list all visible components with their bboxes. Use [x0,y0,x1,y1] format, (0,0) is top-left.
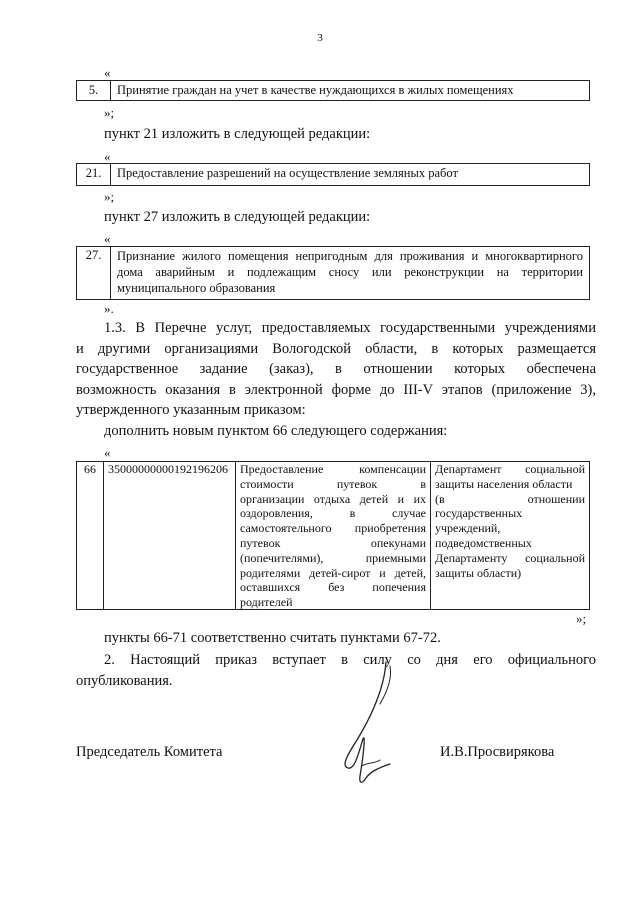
p27-intro: пункт 27 изложить в следующей редакции: [104,209,371,225]
row-66-number: 66 [77,462,104,609]
row-66-desc-line: оставшихся без попечения [240,580,426,595]
row-5-number: 5. [77,81,111,100]
quote-close: »; [104,189,115,204]
quote-open: « [104,149,111,164]
row-66-desc-line: оздоровления, в случае [240,506,426,521]
renumber-note: пункты 66-71 соответственно считать пунктами 67-72. [104,630,441,646]
row-66-dept-line: (в отношении [435,491,585,506]
quote-open: « [104,65,111,80]
section-2-line: 2. Настоящий приказ вступает в силу со дня его официального [104,652,596,668]
quote-open: « [104,231,111,246]
section-2 [76,650,596,691]
row-27-number: 27. [77,247,111,299]
row-66-desc-line: организации отдыха детей и их [240,491,426,506]
row-27-line: муниципального образования [117,281,276,295]
row-5-text: Принятие граждан на учет в качестве нуждающихся в жилых помещениях [117,83,514,97]
row-21-number: 21. [77,164,111,185]
add-66-intro: дополнить новым пунктом 66 следующего содержания: [104,423,448,439]
table-row-5 [76,80,590,101]
page-number: 3 [317,32,323,44]
row-66-dept-line: учреждений, [435,521,501,536]
section-1-3-line: возможность оказания в электронной форме до III-V этапов (приложение 3), [76,381,596,398]
row-66-desc-line: (попечителями), приемными [240,550,426,565]
table-row-27 [76,246,590,300]
section-1-3-line: 1.3. В Перечне услуг, предоставляемых государственными учреждениями [104,320,596,336]
section-1-3 [76,318,596,421]
section-1-3-line: утвержденного указанным приказом: [76,402,306,418]
table-row-66 [76,461,590,610]
table-row-21 [76,163,590,186]
row-66-desc-line: Предоставление компенсации [240,462,426,476]
quote-close: »; [576,611,587,626]
row-66-description [236,462,431,609]
handwritten-signature [340,660,420,790]
row-66-dept-line: Департаменту социальной [435,550,585,565]
row-21-text: Предоставление разрешений на осуществление земляных работ [117,166,458,180]
row-66-code: 35000000000192196206 [104,462,236,609]
quote-close: »; [104,105,115,120]
row-66-department [431,462,589,609]
row-66-desc-line: родителей [240,595,293,610]
section-1-3-line: и другими организациями Вологодской области, в которых размещается [76,340,596,357]
row-66-dept-line: защиты области) [435,565,522,580]
signatory-title: Председатель Комитета [76,744,223,760]
row-66-desc-line: путевок опекунами [240,535,426,550]
signatory-name: И.В.Просвирякова [440,744,555,760]
quote-open: « [104,445,111,460]
section-2-line: опубликования. [76,672,173,689]
row-27-line: Признание жилого помещения непригодным для проживания и многоквартирного [117,249,583,263]
section-1-3-line: государственное задание (заказ), в отношении которых обеспечена [76,361,596,377]
row-66-dept-line: защиты населения области [435,476,573,491]
row-66-desc-line: родителями детей-сирот и детей, [240,565,426,580]
row-66-dept-line: государственных [435,506,523,521]
row-27-line: дома аварийным и подлежащим сносу или реконструкции на территории [117,265,583,279]
row-66-dept-line: подведомственных [435,535,532,550]
p21-intro: пункт 21 изложить в следующей редакции: [104,126,371,142]
row-66-dept-line: Департамент социальной [435,462,585,476]
quote-close: ». [104,301,114,316]
row-66-desc-line: стоимости путевок в [240,476,426,491]
row-66-desc-line: самостоятельного приобретения [240,521,426,536]
